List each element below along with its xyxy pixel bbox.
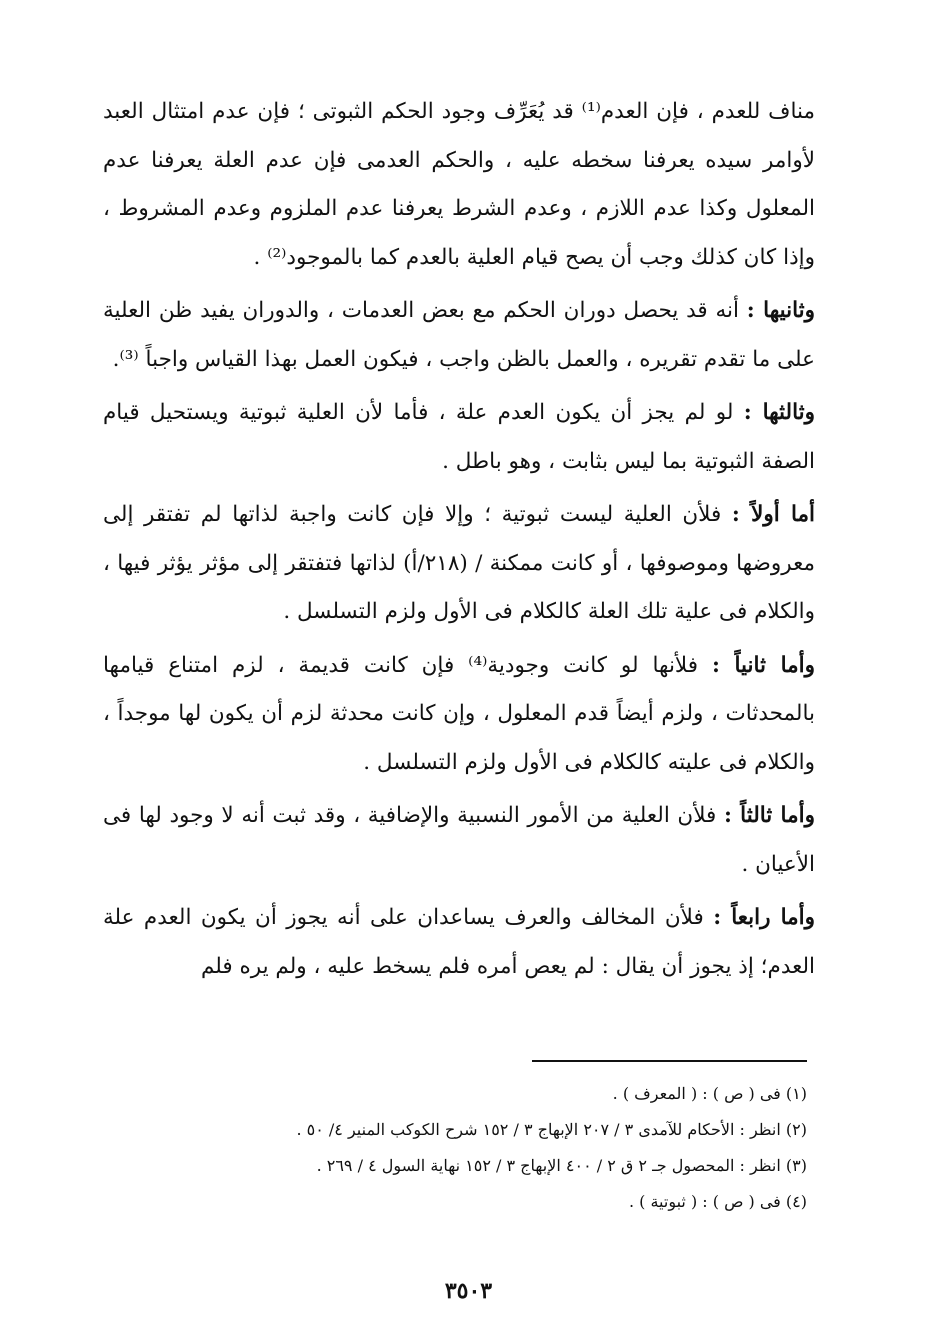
paragraph-lead: وثانيها : bbox=[746, 298, 815, 323]
paragraph-text: فلأن العلية من الأمور النسبية والإضافية ، وقد ثبت أنه لا وجود لها فى الأعيان . bbox=[103, 803, 815, 877]
footnote: (٢) انظر : الأحكام للآمدى ٣ / ٢٠٧ الإبهاج ٣ / ١٥٢ شرح الكوكب المنير ٤/ ٥٠ . bbox=[296, 1120, 807, 1139]
paragraph-text: فلأن العلية ليست ثبوتية ؛ وإلا فإن كانت واجبة لذاتها لم تفتقر إلى معروضها وموصوفها ، أو كانت ممكنة / (٢١٨/أ) لذاتها فتفتقر إلى مؤثر يؤثر فيها ، والكلام فى علية تلك العلة كالكلام فى الأول ولزم التسلسل . bbox=[103, 502, 815, 624]
paragraph bbox=[103, 287, 815, 384]
paragraph bbox=[103, 88, 815, 282]
paragraph-lead: وأما ثانياً : bbox=[711, 652, 815, 678]
footnote-divider bbox=[532, 1060, 807, 1062]
paragraph bbox=[103, 792, 815, 889]
paragraph-lead: أما أولاً : bbox=[731, 502, 815, 527]
page-number: ٣٥٠٣ bbox=[444, 1278, 493, 1304]
footnotes bbox=[107, 1076, 807, 1220]
paragraph-lead: وأما ثالثاً : bbox=[723, 803, 815, 828]
paragraph-text: أنه قد يحصل دوران الحكم مع بعض العدمات ، والدوران يفيد ظن العلية على ما تقدم تقريره ، والعمل بالظن واجب ، فيكون العمل بهذا القياس واجباً ⁽³⁾. bbox=[103, 298, 815, 372]
footnote: (٣) انظر : المحصول جـ ٢ ق ٢ / ٤٠٠ الإبهاج ٣ / ١٥٢ نهاية السول ٤ / ٢٦٩ . bbox=[316, 1156, 807, 1175]
paragraph-text: فلأن المخالف والعرف يساعدان على أنه يجوز أن يكون العدم علة العدم؛ إذ يجوز أن يقال : لم يعص أمره فلم يسخط عليه ، ولم يره فلم bbox=[103, 905, 815, 979]
paragraph bbox=[103, 389, 815, 486]
paragraph-text: فلأنها لو كانت وجودية⁽⁴⁾ فإن كانت قديمة ، لزم امتناع قيامها بالمحدثات ، ولزم أيضاً قدم المعلول ، وإن كانت محدثة لزم أن يكون لها موجداً ، والكلام فى عليته كالكلام فى الأول ولزم التسلسل . bbox=[103, 652, 815, 775]
paragraph-lead: وثالثها : bbox=[743, 400, 815, 425]
main-text bbox=[103, 88, 815, 996]
paragraph bbox=[103, 642, 815, 788]
paragraph bbox=[103, 491, 815, 637]
footnote: (٤) فى ( ص ) : ( ثبوتية ) . bbox=[628, 1192, 807, 1211]
paragraph-text: مناف للعدم ، فإن العدم⁽¹⁾ قد يُعَرِّف وجود الحكم الثبوتى ؛ فإن عدم امتثال العبد لأوامر سيده يعرفنا سخطه عليه ، والحكم العدمى فإن عدم العلة يعرفنا عدم المعلول وكذا عدم اللازم ، وعدم الشرط يعرفنا عدم الملزوم وعدم المشروط ، وإذا كان كذلك وجب أن يصح قيام العلية بالعدم كما بالموجود⁽²⁾ . bbox=[103, 99, 815, 270]
paragraph-lead: وأما رابعاً : bbox=[713, 905, 816, 930]
footnote: (١) فى ( ص ) : ( المعرف ) . bbox=[612, 1084, 807, 1103]
paragraph-text: لو لم يجز أن يكون العدم علة ، فأما لأن العلية ثبوتية ويستحيل قيام الصفة الثبوتية بما ليس بثابت ، وهو باطل . bbox=[103, 400, 815, 474]
paragraph bbox=[103, 894, 815, 991]
